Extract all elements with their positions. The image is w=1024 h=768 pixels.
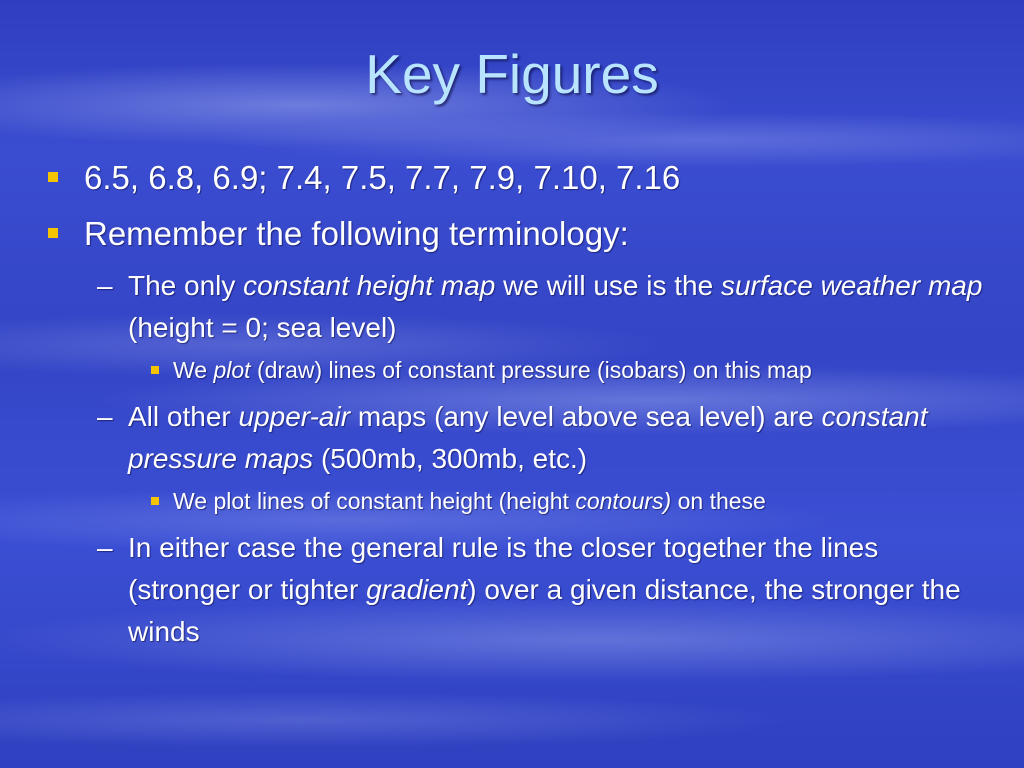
text-run: on these <box>671 488 766 514</box>
text-run: ) over a given distance, the stronger the winds <box>128 574 961 647</box>
text-run: We plot lines of constant height (height <box>173 488 576 514</box>
slide-title: Key Figures <box>365 43 659 105</box>
italic-term: upper-air <box>238 401 351 432</box>
text-run: (height = 0; sea level) <box>128 312 397 343</box>
dash-bullet-icon: – <box>97 270 113 301</box>
square-bullet-icon <box>151 497 159 505</box>
dash-bullet-icon: – <box>97 401 113 432</box>
text-run: We <box>173 357 214 383</box>
text-run: maps (any level above sea level) are <box>350 401 822 432</box>
sub-bullet-constant-height <box>128 265 988 349</box>
square-bullet-icon <box>151 366 159 374</box>
bullet-figures: 6.5, 6.8, 6.9; 7.4, 7.5, 7.7, 7.9, 7.10, 7.16 <box>84 159 681 196</box>
italic-term: contours) <box>575 488 672 514</box>
dash-bullet-icon: – <box>97 532 113 563</box>
square-bullet-icon <box>48 172 58 182</box>
note-plot-contours <box>173 486 766 516</box>
text-run: (500mb, 300mb, etc.) <box>313 443 588 474</box>
text-run: In either case the general rule is the closer together the lines (stronger or tighter <box>128 532 879 605</box>
bullet-terminology: Remember the following terminology: <box>84 215 629 252</box>
italic-term: plot <box>213 357 251 383</box>
square-bullet-icon <box>48 228 58 238</box>
text-run: The only <box>128 270 244 301</box>
text-run: All other <box>128 401 239 432</box>
note-plot-isobars <box>173 355 812 385</box>
italic-term: gradient <box>366 574 468 605</box>
sub-bullet-constant-pressure <box>128 396 988 480</box>
italic-term: constant pressure maps <box>128 401 928 474</box>
text-run: (draw) lines of constant pressure (isobars) on this map <box>250 357 812 383</box>
sub-bullet-general-rule <box>128 527 988 653</box>
text-run: we will use is the <box>495 270 721 301</box>
italic-term: constant height map <box>243 270 496 301</box>
italic-term: surface weather map <box>720 270 983 301</box>
